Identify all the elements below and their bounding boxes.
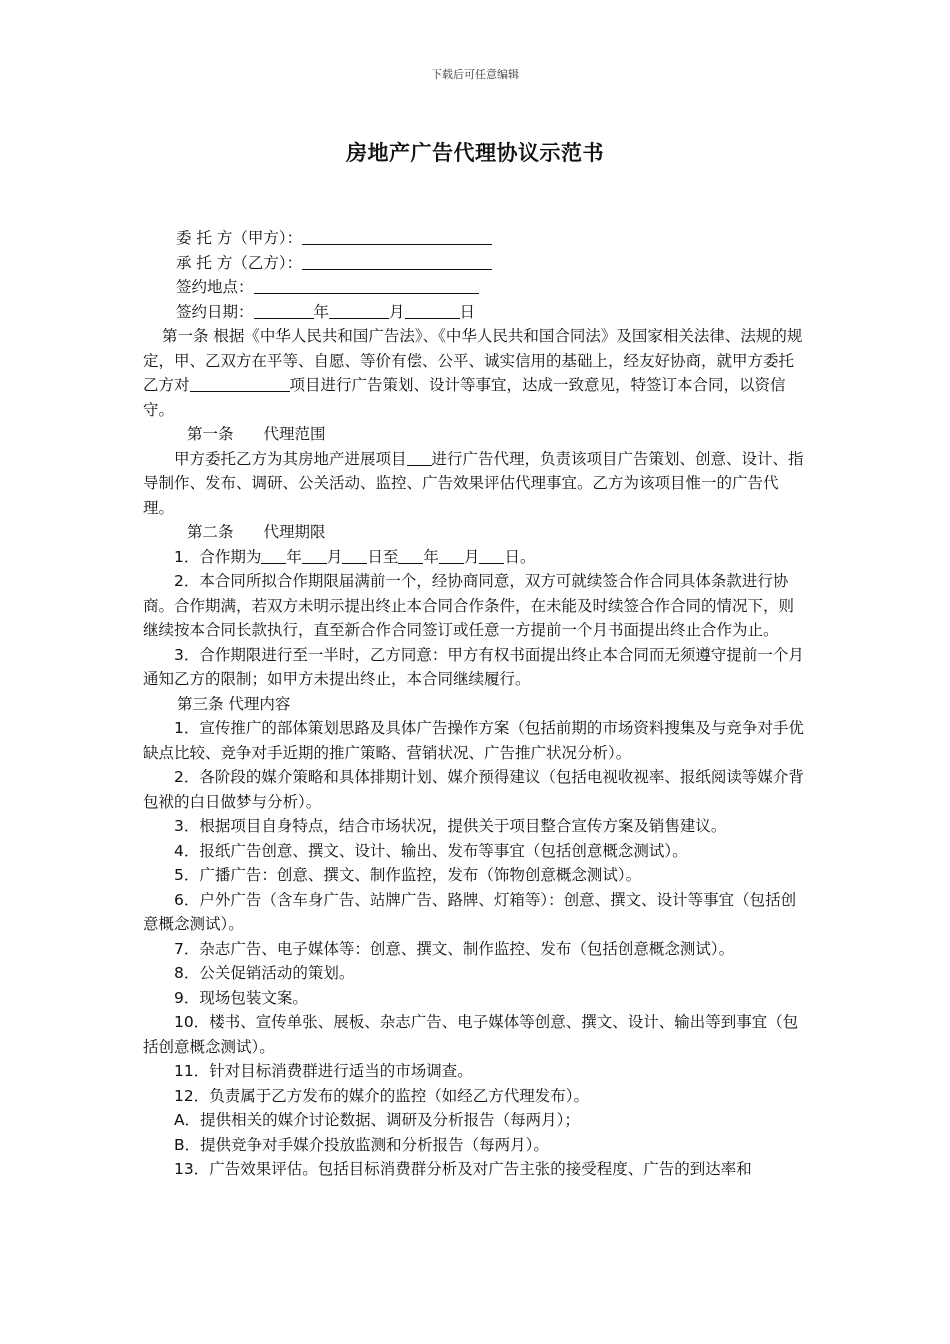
project-blank	[190, 374, 290, 392]
place-line	[143, 275, 808, 300]
date-line	[143, 300, 808, 325]
article-2-item-3: 3．合作期限进行至一半时，乙方同意：甲方有权书面提出终止本合同而无须遵守提前一个月通知乙方的限制；如甲方未提出终止，本合同继续履行。	[143, 645, 804, 688]
day-blank	[405, 301, 460, 319]
article-1-text-2: 进行广告代理，负责该项目广告策划、创意、设计、指导制作、发布、调研、公关活动、监控、广告效果评估代理事宜。乙方为该项目惟一的广告代理。	[143, 449, 804, 517]
article-2-item-2: 2．本合同所拟合作期限届满前一个，经协商同意，双方可就续签合作合同具体条款进行协商。合作期满，若双方未明示提出终止本合同合作条件，在未能及时续签合作合同的情况下，则继续按本合同长款执行，直至新合作合同签订或任意一方提前一个月书面提出终止合作为止。	[143, 572, 795, 639]
article-3-item: 9．现场包装文案。	[174, 988, 308, 1007]
month-label: 月	[389, 302, 405, 321]
article-3-item: 11．针对目标消费群进行适当的市场调查。	[174, 1062, 473, 1080]
party-a-line	[143, 226, 808, 251]
article-3-item: 4．报纸广告创意、撰文、设计、输出、发布等事宜（包括创意概念测试）。	[174, 841, 688, 860]
year-blank	[254, 301, 314, 319]
article-3-item: 12．负责属于乙方发布的媒介的监控（如经乙方代理发布）。	[174, 1086, 589, 1105]
preamble-text-2: 项目进行广告策划、设计等事宜，达成一致意见，特签订本合同，以资信守。	[143, 376, 786, 419]
article-3-subitem: B．提供竞争对手媒介投放监测和分析报告（每两月）。	[174, 1135, 549, 1154]
article-3-item: 7．杂志广告、电子媒体等：创意、撰文、制作监控、发布（包括创意概念测试）。	[174, 939, 735, 958]
end-year-blank	[398, 546, 423, 564]
article-3-item: 13．广告效果评估。包括目标消费群分析及对广告主张的接受程度、广告的到达率和	[174, 1160, 752, 1178]
article-1-text-1: 甲方委托乙方为其房地产进展项目	[174, 449, 407, 468]
year-label: 年	[313, 302, 330, 321]
article-3-item: 1．宣传推广的部体策划思路及具体广告操作方案（包括前期的市场资料搜集及与竞争对手优缺点比较、竞争对手近期的推广策略、营销状况、广告推广状况分析）。	[143, 719, 804, 762]
preamble-text-1: 第一条 根据《中华人民共和国广告法》、《中华人民共和国合同法》及国家相关法律、法规的规定，甲、乙双方在平等、自愿、等价有偿、公平、诚实信用的基础上，经友好协商，就甲方委托乙方对	[143, 327, 803, 394]
preamble-paragraph	[143, 324, 808, 422]
term-text-e: 年	[423, 547, 439, 566]
term-text-b: 年	[286, 547, 302, 566]
article-3-item: 6．户外广告（含车身广告、站牌广告、路牌、灯箱等）：创意、撰文、设计等事宜（包括创意概念测试）。	[143, 890, 797, 933]
start-year-blank	[261, 546, 286, 564]
article-3-item: 5．广播广告：创意、撰文、制作监控，发布（饰物创意概念测试）。	[174, 866, 642, 884]
article-3-item: 2．各阶段的媒介策略和具体排期计划、媒介预得建议（包括电视收视率、报纸阅读等媒介背包袱的白日做梦与分析）。	[143, 768, 804, 811]
article-3-item: 3．根据项目自身特点，结合市场状况，提供关于项目整合宣传方案及销售建议。	[174, 817, 727, 835]
term-text-c: 月	[326, 547, 343, 566]
article-2-title: 代理期限	[263, 523, 326, 541]
end-day-blank	[479, 546, 504, 564]
end-month-blank	[439, 546, 464, 564]
article-3-item: 8．公关促销活动的策划。	[174, 964, 355, 982]
article-1-paragraph	[143, 447, 808, 521]
article-1-title: 代理范围	[263, 425, 326, 443]
document-body	[143, 226, 808, 1182]
term-text-a: 1．合作期为	[174, 547, 262, 566]
article-3-item: 10．楼书、宣传单张、展板、杂志广告、电子媒体等创意、撰文、设计、输出等到事宜（包括创意概念测试）。	[143, 1013, 799, 1056]
article-1-number: 第一条	[187, 425, 234, 443]
article-3-subitem: A．提供相关的媒介讨论数据、调研及分析报告（每两月）；	[174, 1111, 580, 1129]
party-a-blank	[302, 227, 492, 245]
start-day-blank	[342, 546, 367, 564]
header-note: 下载后可任意编辑	[431, 68, 519, 81]
month-blank	[329, 301, 389, 319]
document-title: 房地产广告代理协议示范书	[346, 141, 604, 165]
start-month-blank	[302, 546, 327, 564]
party-b-blank	[302, 252, 492, 270]
term-text-f: 月	[463, 547, 480, 566]
article-3-heading: 第三条 代理内容	[177, 694, 291, 713]
article-2-item-1	[143, 545, 808, 570]
date-label: 签约日期：	[176, 302, 254, 321]
place-blank	[254, 276, 479, 294]
party-a-label: 委 托 方（甲方）：	[176, 229, 303, 247]
party-b-line	[143, 251, 808, 276]
article-2-number: 第二条	[187, 523, 234, 541]
place-label: 签约地点：	[176, 278, 254, 296]
article-2-heading	[143, 520, 808, 545]
development-project-blank	[407, 448, 432, 466]
party-b-label: 承 托 方（乙方）：	[176, 253, 303, 272]
term-text-g: 日。	[504, 547, 536, 566]
term-text-d: 日至	[367, 547, 399, 566]
article-1-heading	[143, 422, 808, 447]
day-label: 日	[459, 302, 476, 321]
